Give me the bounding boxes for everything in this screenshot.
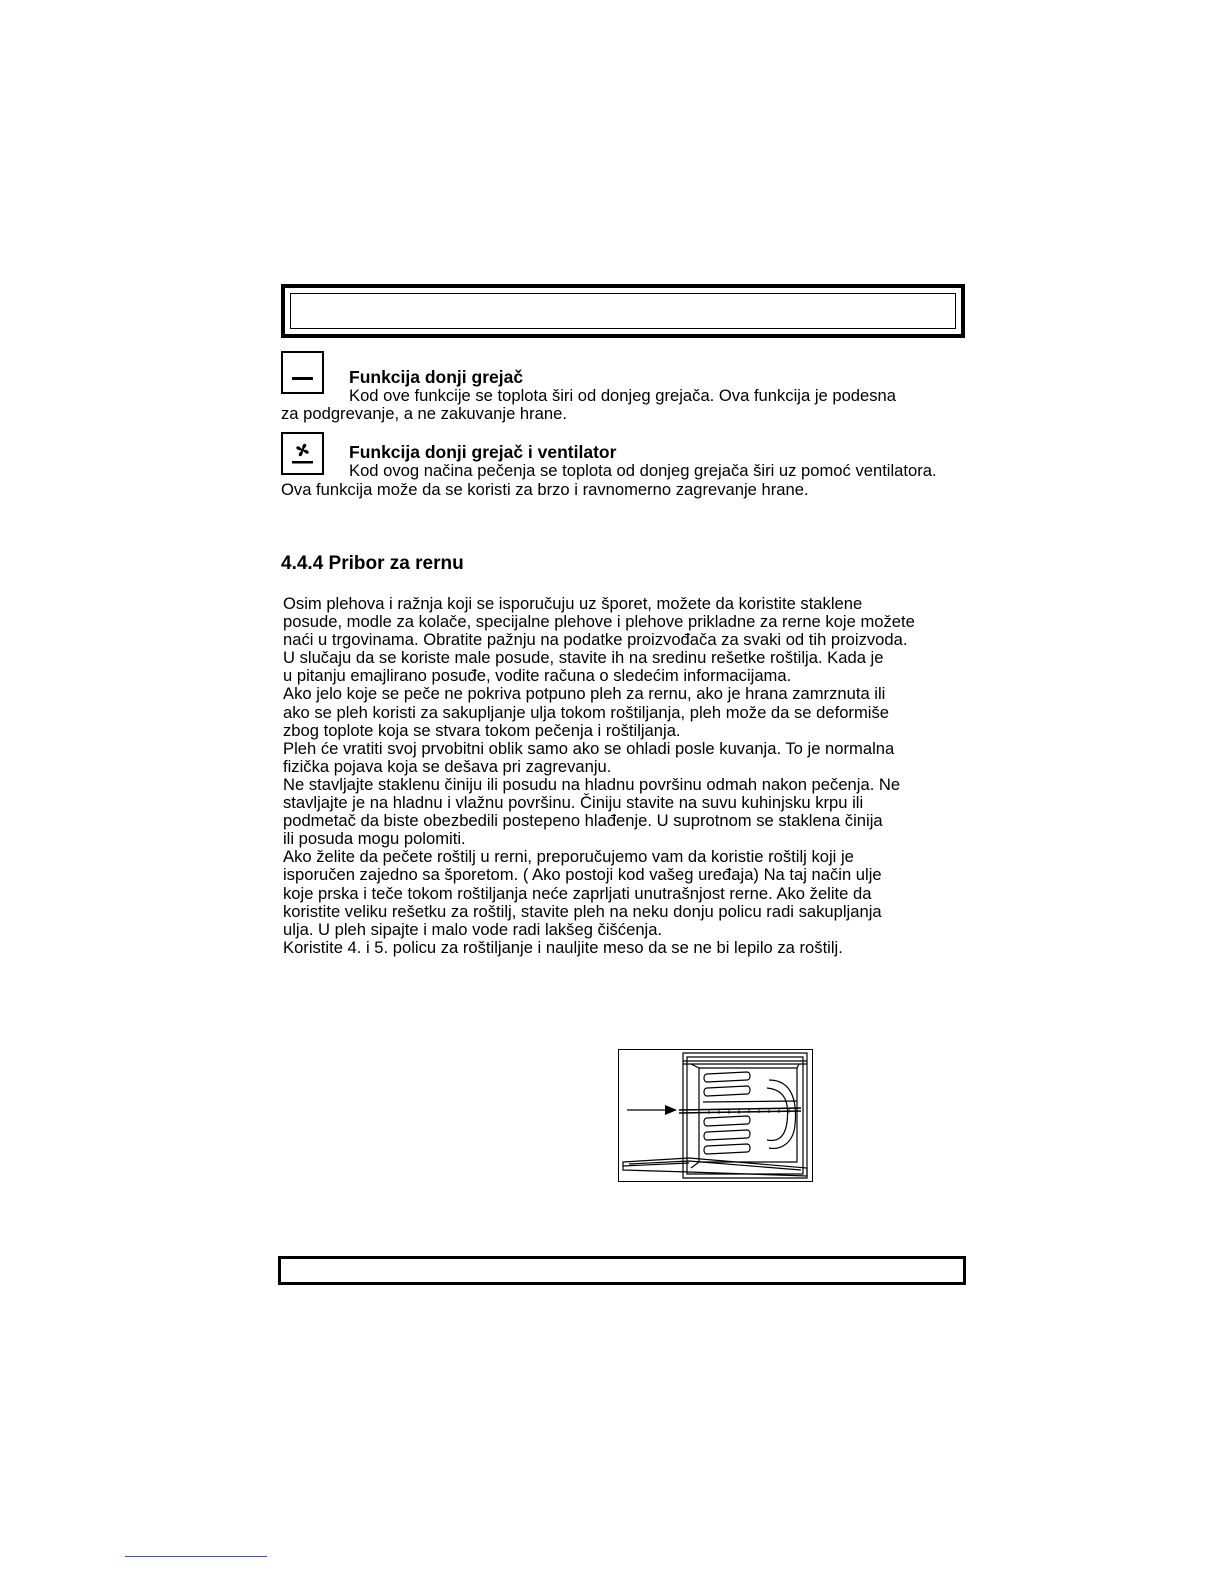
function-title: Funkcija donji grejač [349,367,524,387]
header-frame-inner [290,293,956,329]
body-line: Pleh će vratiti svoj prvobitni oblik samo ako se ohladi posle kuvanja. To je normalna [283,738,895,758]
section-body [283,595,983,957]
function-description: Kod ovog načina pečenja se toplota od donjeg grejača širi uz pomoć ventilatora. [349,461,937,480]
body-line: Ako jelo koje se peče ne pokriva potpuno pleh za rernu, ako je hrana zamrznuta ili [283,684,886,704]
body-line: posude, modle za kolače, specijalne plehove i plehove prikladne za rerne koje možete [283,612,915,632]
function-description: Ova funkcija može da se koristi za brzo i ravnomerno zagrevanje hrane. [281,480,809,499]
arrow-icon [627,1105,677,1115]
body-line: ili posuda mogu polomiti. [283,829,466,849]
function-title: Funkcija donji grejač i ventilator [349,442,617,462]
body-line: U slučaju da se koriste male posude, stavite ih na sredinu rešetke roštilja. Kada je [283,648,884,668]
function-description: Kod ove funkcije se toplota širi od donjeg grejača. Ova funkcija je podesna [349,386,897,405]
header-frame [281,284,965,338]
bottom-heater-fan-icon [281,432,324,475]
body-line: ako se pleh koristi za sakupljanje ulja tokom roštiljanja, pleh može da se deformiše [283,702,889,722]
oven-drawing [619,1050,811,1180]
body-line: fizička pojava koja se dešava pri zagrevanju. [283,756,612,776]
body-line: Osim plehova i ražnja koji se isporučuju uz šporet, možete da koristite staklene [283,594,863,613]
function-description: za podgrevanje, a ne zakuvanje hrane. [281,404,567,423]
body-line: koje prska i teče tokom roštiljanja neće zaprljati unutrašnjost rerne. Ako želite da [283,883,872,903]
oven-illustration [618,1049,813,1182]
footnote-rule [125,1556,267,1557]
body-line: koristite veliku rešetku za roštilj, stavite pleh na neku donju policu radi sakupljanja [283,901,882,921]
bottom-heater-icon [281,351,324,394]
body-line: Koristite 4. i 5. policu za roštiljanje i nauljite meso da se ne bi lepilo za roštilj. [283,937,843,957]
body-line: ulja. U pleh sipajte i malo vode radi lakšeg čišćenja. [283,919,663,939]
section-heading: 4.4.4 Pribor za rernu [281,553,464,574]
body-line: u pitanju emajlirano posuđe, vodite računa o sledećim informacijama. [283,666,792,686]
body-line: stavljajte je na hladnu i vlažnu površinu. Činiju stavite na suvu kuhinjsku krpu ili [283,793,864,813]
body-line: Ne stavljajte staklenu činiju ili posudu na hladnu površinu odmah nakon pečenja. Ne [283,774,901,794]
body-line: naći u trgovinama. Obratite pažnju na podatke proizvođača za svaki od tih proizvoda. [283,630,908,650]
body-line: podmetač da biste obezbedili postepeno hlađenje. U suprotnom se staklena činija [283,811,883,831]
body-line: isporučen zajedno sa šporetom. ( Ako postoji kod vašeg uređaja) Na taj način ulje [283,865,882,885]
body-line: zbog toplote koja se stvara tokom pečenja i roštiljanja. [283,720,681,740]
footer-frame [278,1256,966,1285]
body-line: Ako želite da pečete roštilj u rerni, preporučujemo vam da koristie roštilj koji je [283,847,854,867]
